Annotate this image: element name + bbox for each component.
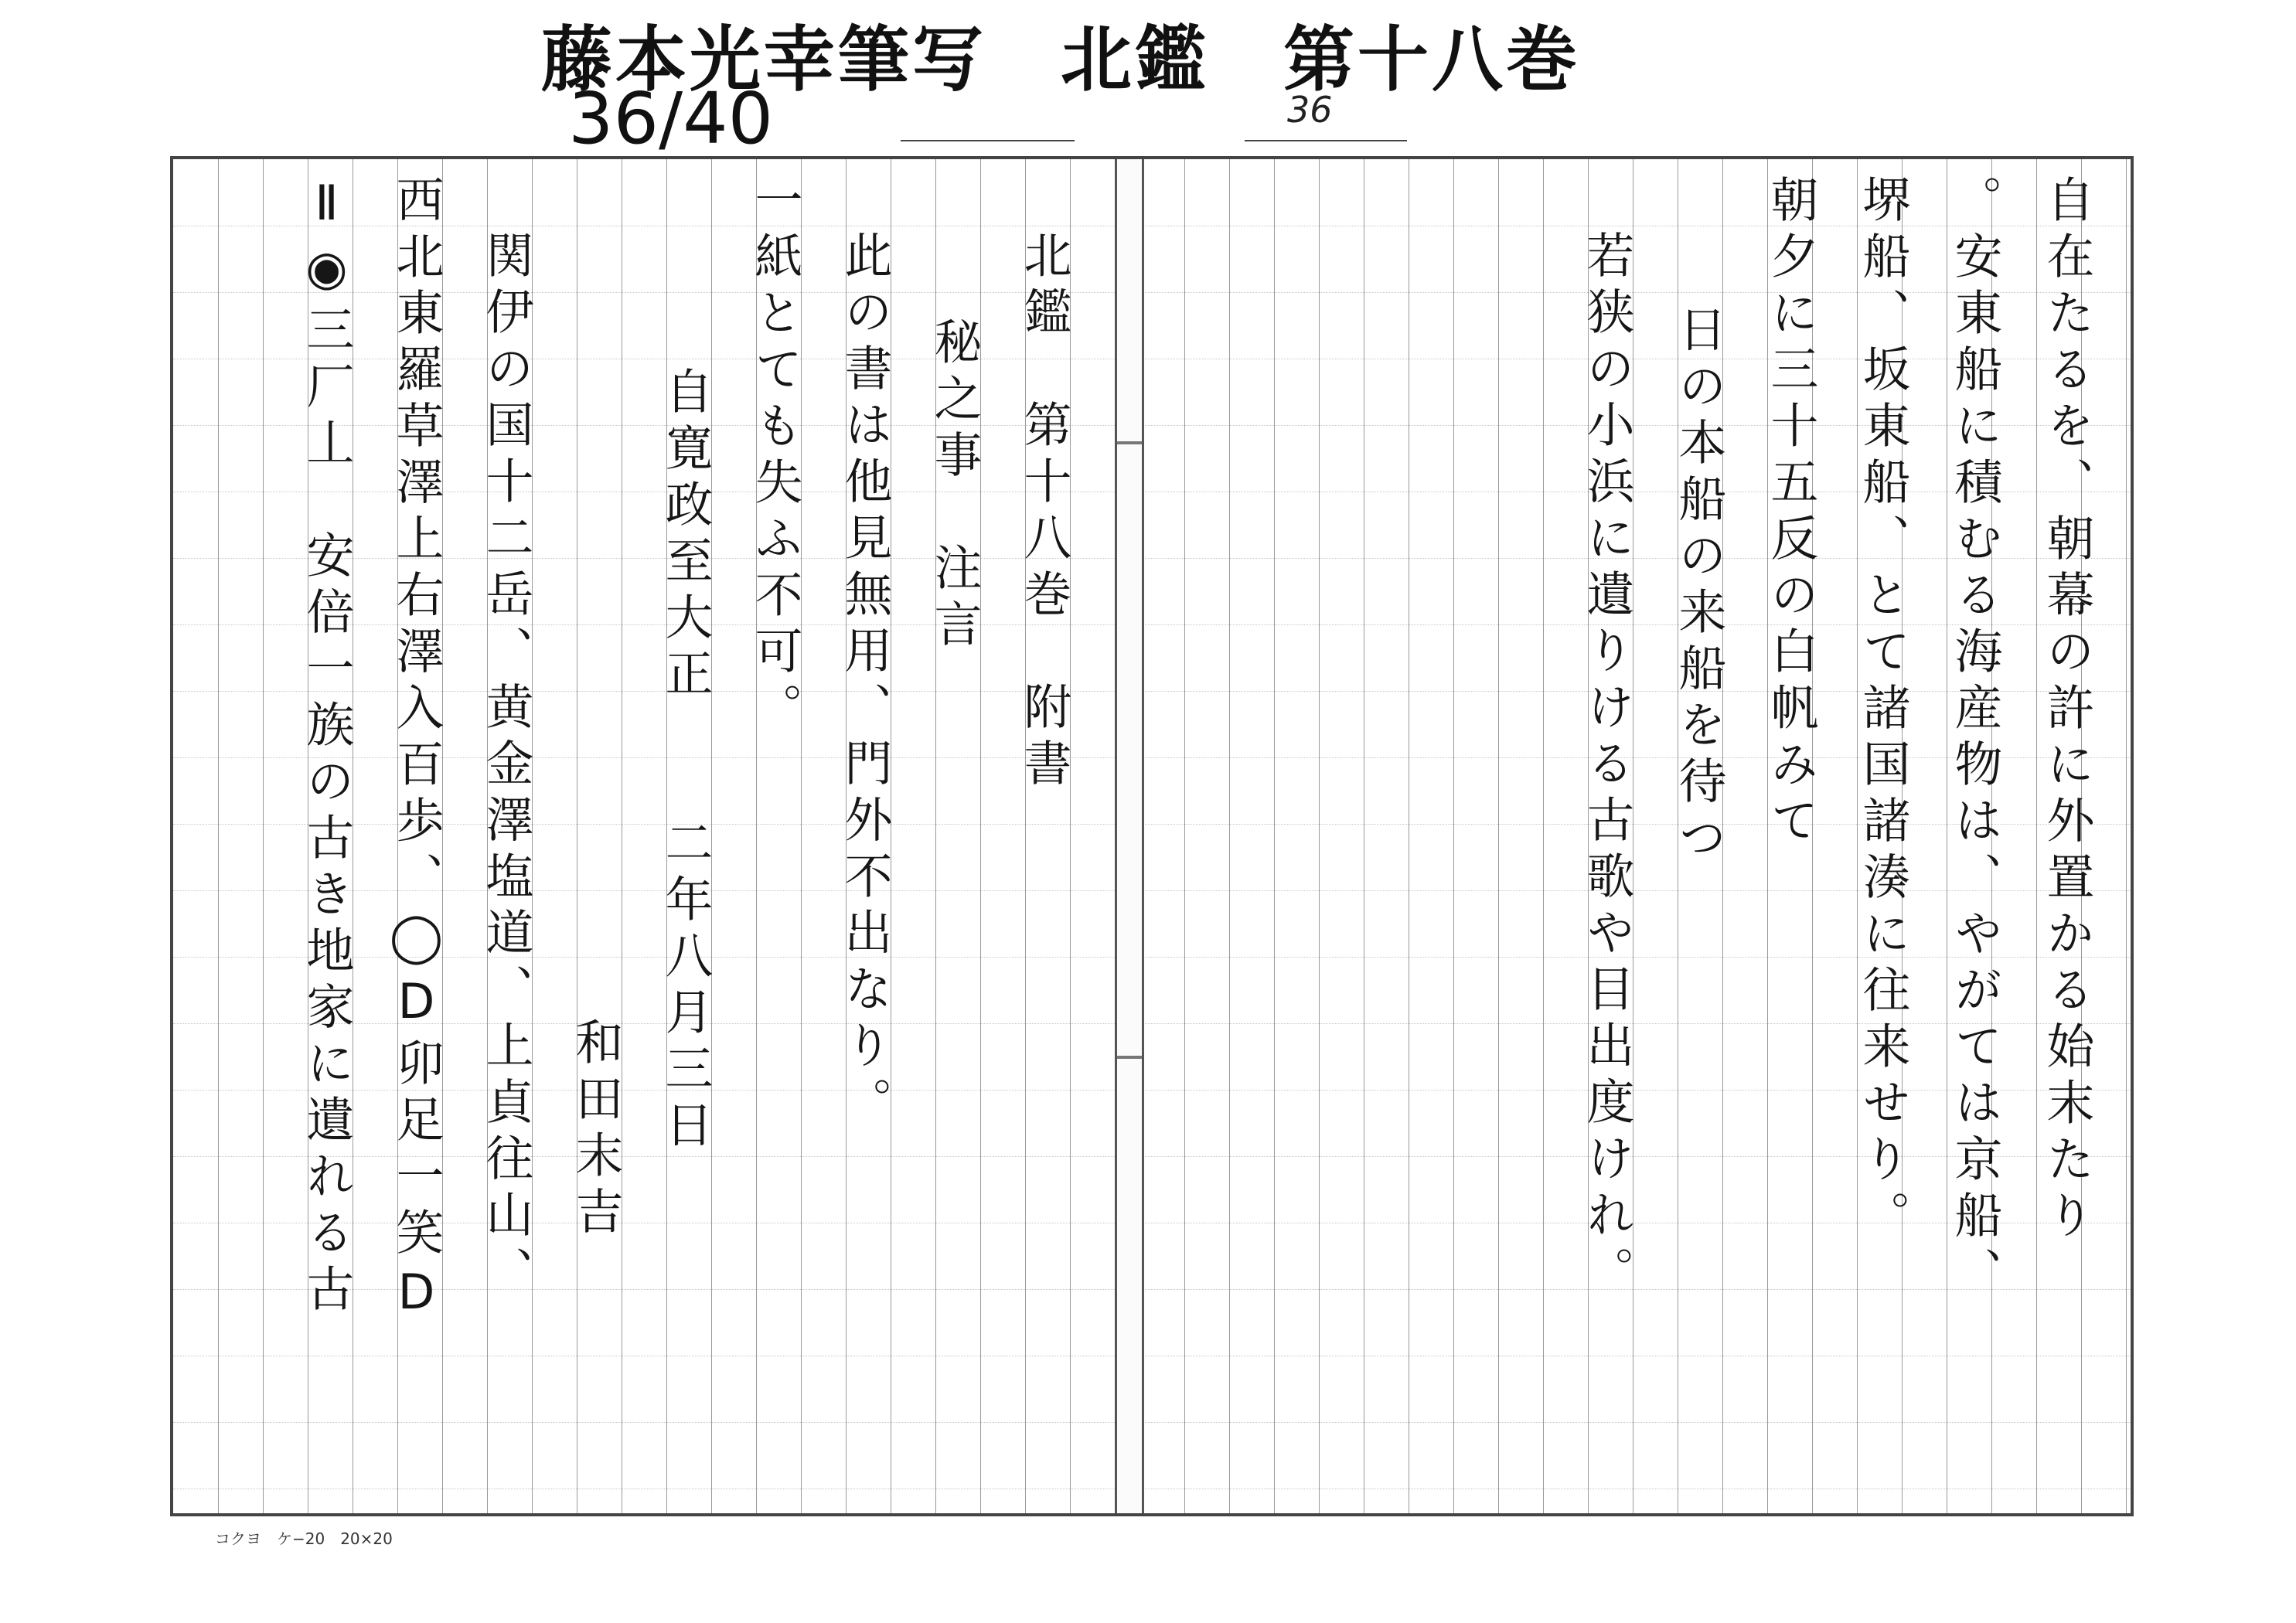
grid-cell-row — [173, 425, 2131, 426]
manuscript-column: Ⅱ◉三厂丄 安倍一族の古き地家に遺れる古 — [298, 175, 355, 1320]
paper-brand-footer: コクヨ ケ−20 20×20 — [215, 1529, 393, 1548]
grid-column-line — [2036, 159, 2037, 1513]
grid-cell-row — [173, 957, 2131, 958]
grid-column-line — [1319, 159, 1320, 1513]
manuscript-column: 西北東羅草澤上右澤入百歩、◯D卯足一笑D — [388, 175, 445, 1329]
grid-column-line — [1229, 159, 1230, 1513]
manuscript-column: 朝夕に三十五反の白帆みて — [1763, 175, 1819, 852]
grid-column-line — [1453, 159, 1454, 1513]
grid-cell-row — [173, 1023, 2131, 1024]
page-counter: 36/40 — [568, 77, 774, 160]
grid-cell-row — [173, 757, 2131, 758]
grid-column-line — [1184, 159, 1185, 1513]
manuscript-column: 堺船、坂東船、とて諸国諸湊に往来せり。 — [1855, 175, 1911, 1247]
grid-column-line — [1274, 159, 1275, 1513]
manuscript-column: 此の書は他見無用、門外不出なり。 — [836, 230, 893, 1133]
manuscript-column: 秘之事 注言 — [926, 317, 983, 655]
grid-cell-row — [173, 824, 2131, 825]
document-title: 藤本光幸筆写 北鑑 第十八巻 — [541, 19, 1581, 101]
grid-column-line — [1543, 159, 1544, 1513]
manuscript-column: 和田末吉 — [567, 1017, 624, 1243]
manuscript-column: 。安東船に積むる海産物は、やがては京船、 — [1947, 175, 2003, 1303]
header-rule-left — [901, 140, 1075, 141]
manuscript-column: 日の本船の来船を待つ — [1671, 305, 1727, 869]
spine-mark — [1117, 441, 1142, 444]
manuscript-sheet — [170, 156, 2134, 1516]
grid-cell-row — [173, 558, 2131, 559]
grid-cell-row — [173, 1156, 2131, 1157]
grid-column-line — [1498, 159, 1499, 1513]
manuscript-column: 自在たるを、朝幕の許に外置かる始末たり — [2039, 175, 2095, 1247]
grid-cell-row — [173, 890, 2131, 891]
manuscript-column: 若狭の小浜に遺りける古歌や目出度けれ。 — [1579, 230, 1635, 1302]
manuscript-column: 自寛政至大正 二年八月三日 — [657, 366, 714, 1156]
manuscript-column: 北鑑 第十八巻 附書 — [1016, 230, 1072, 794]
center-spine — [1115, 159, 1144, 1513]
grid-column-line — [2126, 159, 2127, 1513]
grid-cell-row — [173, 624, 2131, 625]
header-rule-right — [1245, 140, 1407, 141]
spine-mark — [1117, 1056, 1142, 1059]
grid-cell-row — [173, 1422, 2131, 1423]
grid-column-line — [218, 159, 219, 1513]
manuscript-column: 一紙とても失ふ不可。 — [747, 175, 803, 739]
manuscript-column: 関伊の国十二岳、黄金澤塩道、上貞往山、 — [478, 230, 534, 1302]
grid-cell-row — [173, 292, 2131, 293]
grid-column-line — [263, 159, 264, 1513]
grid-cell-row — [173, 1090, 2131, 1091]
grid-cell-row — [173, 1289, 2131, 1290]
handwritten-page-number: 36 — [1287, 89, 1333, 131]
grid-cell-row — [173, 691, 2131, 692]
